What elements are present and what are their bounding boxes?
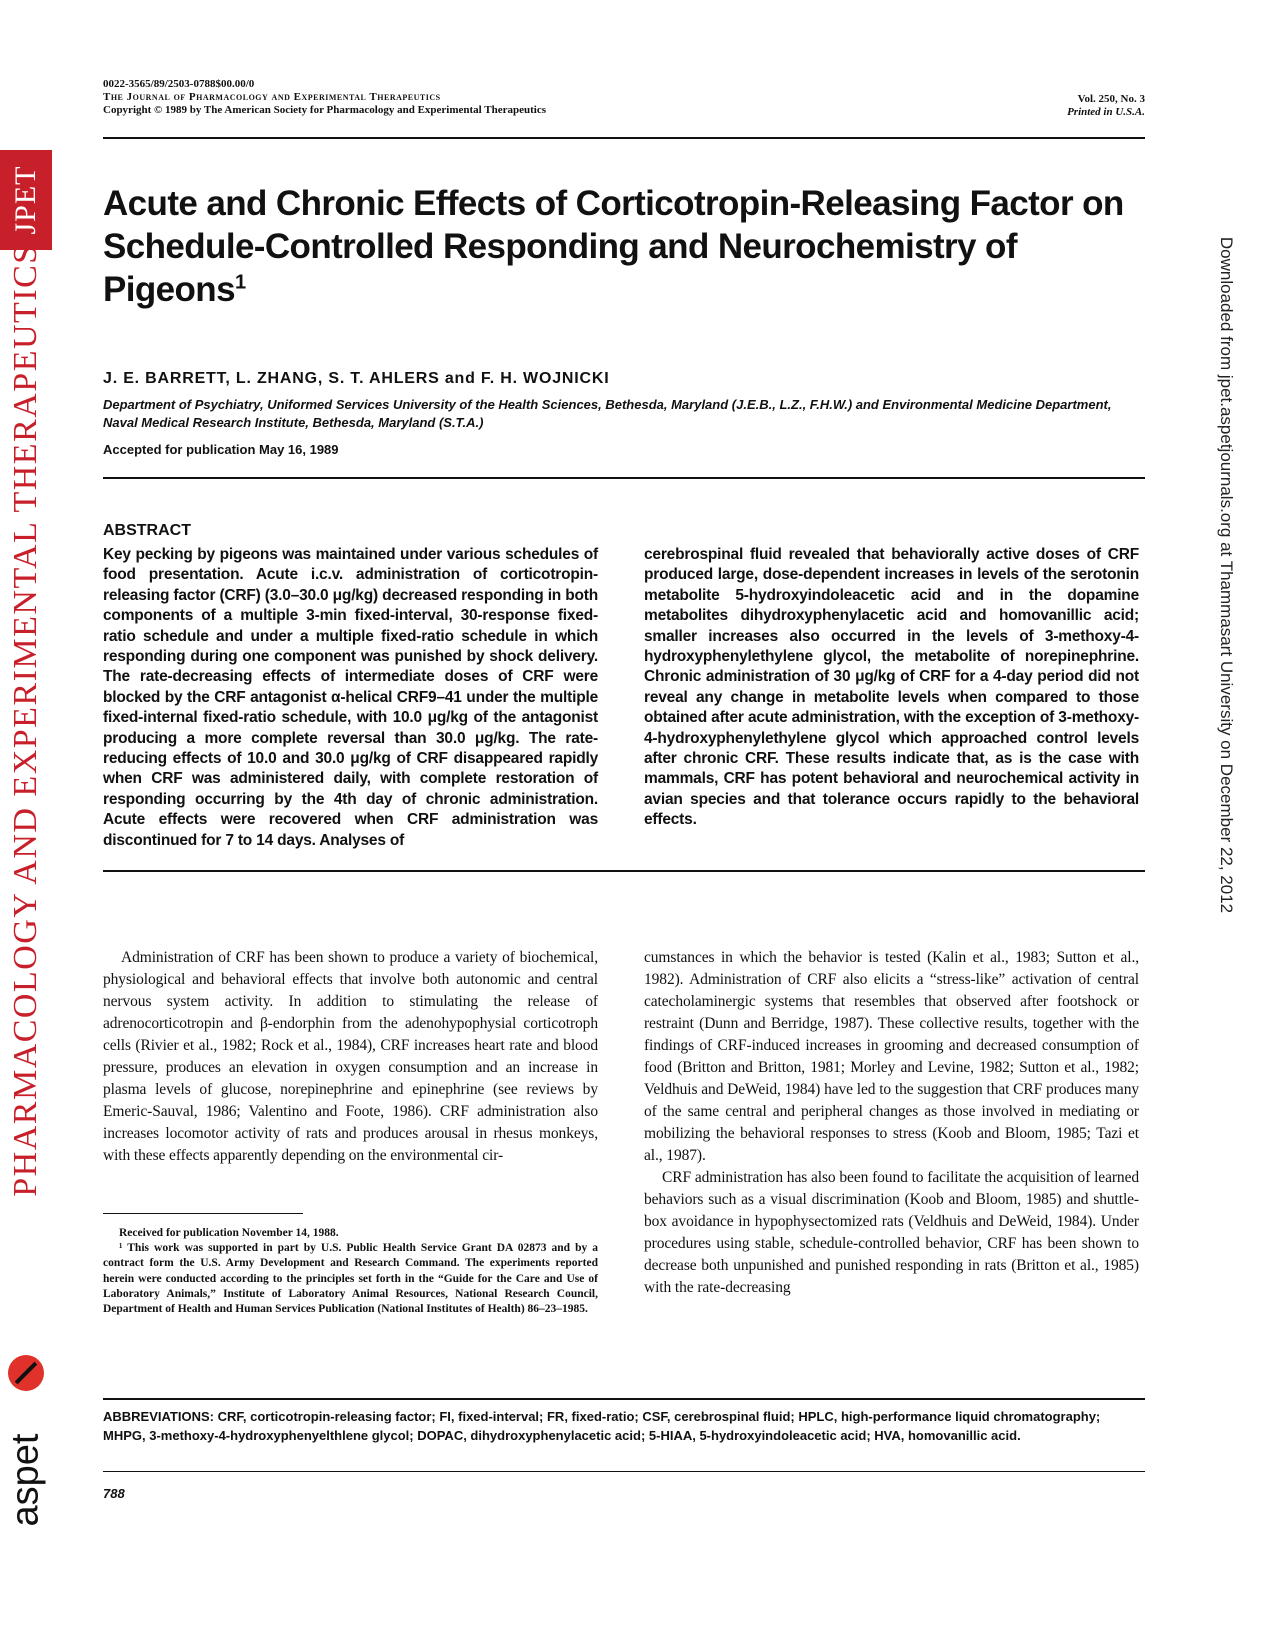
- body-paragraph: cumstances in which the behavior is tested (Kalin et al., 1983; Sutton et al., 1982). Administration of CRF also elicits a “stress-like” activation of central catecholaminergic systems that resembles that observed after footshock or restraint (Dunn and Berridge, 1987). These collective results, together with the findings of CRF-induced increases in grooming and decreased consumption of food (Britton and Britton, 1981; Morley and Levine, 1982; Sutton et al., 1982; Veldhuis and DeWeid, 1984) have led to the suggestion that CRF produces many of the same central and peripheral changes as those involved in mediating or mobilizing the behavioral responses to stress (Koob and Bloom, 1985; Tazi et al., 1987).: [644, 949, 1139, 1164]
- jpet-badge: [0, 150, 52, 250]
- aspet-logo-text: aspet: [4, 1433, 47, 1527]
- article-code: 0022-3565/89/2503-0788$00.00/0: [103, 78, 255, 90]
- aspet-logo-icon: [8, 1355, 44, 1391]
- footnote-rule: [103, 1213, 303, 1214]
- abbrev-bottom-rule: [103, 1471, 1145, 1472]
- body-paragraph: Administration of CRF has been shown to produce a variety of biochemical, physiological and behavioral effects that involve both autonomic and central nervous system activity. In addition to stimulating the release of adrenocorticotropin and β-endorphin from the adenohypophysial corticotroph cells (Rivier et al., 1982; Rock et al., 1984), CRF increases heart rate and blood pressure, produces an elevation in oxygen consumption and an increase in plasma levels of glucose, norepinephrine and epinephrine (see reviews by Emeric-Sauval, 1986; Valentino and Foote, 1986). CRF administration also increases locomotor activity of rats and produces arousal in rhesus monkeys, with these effects apparently depending on the environmental cir-: [103, 949, 598, 1164]
- printed-location: Printed in U.S.A.: [1067, 106, 1145, 118]
- title-footnote-marker: 1: [234, 271, 246, 294]
- abstract-heading: ABSTRACT: [103, 522, 191, 539]
- download-note: Downloaded from jpet.aspetjournals.org at Thammasart University on December 22, 2012: [1217, 236, 1236, 914]
- abbreviations-label: ABBREVIATIONS:: [103, 1409, 214, 1424]
- funding-footnote: ¹ This work was supported in part by U.S. Public Health Service Grant DA 02873 and by a contract form the U.S. Army Development and Research Command. The experiments reported herein were conducted according to the principles set forth in the “Guide for the Care and Use of Laboratory Animals,” Institute of Laboratory Animal Resources, National Research Council, Department of Health and Human Services Publication (National Institutes of Health) 86–23–1985.: [103, 1242, 598, 1316]
- article-title: [103, 182, 1143, 311]
- abstract-bottom-rule: [103, 870, 1145, 872]
- accepted-date: Accepted for publication May 16, 1989: [103, 442, 339, 457]
- volume-number: Vol. 250, No. 3: [1077, 93, 1145, 105]
- abbrev-top-rule: [103, 1398, 1145, 1400]
- abstract-top-rule: [103, 477, 1145, 479]
- journal-vertical-title: PHARMACOLOGY AND EXPERIMENTAL THERAPEUTICS: [7, 243, 44, 1197]
- authors: J. E. BARRETT, L. ZHANG, S. T. AHLERS and F. H. WOJNICKI: [103, 370, 610, 387]
- received-note: Received for publication November 14, 1988.: [119, 1227, 339, 1239]
- body-right-column: [644, 947, 1139, 1299]
- copyright-line: Copyright © 1989 by The American Society for Pharmacology and Experimental Therapeutics: [103, 104, 547, 116]
- title-text: Acute and Chronic Effects of Corticotropin-Releasing Factor on Schedule-Controlled Responding and Neurochemistry of Pigeons: [103, 184, 1124, 309]
- affiliation: Department of Psychiatry, Uniformed Services University of the Health Sciences, Bethesda, Maryland (J.E.B., L.Z., F.H.W.) and Environmental Medicine Department, Naval Medical Research Institute, Bethesda, Maryland (S.T.A.): [103, 397, 1112, 430]
- journal-header: [103, 78, 546, 117]
- header-rule: [103, 137, 1145, 139]
- abstract-left-column: Key pecking by pigeons was maintained under various schedules of food presentation. Acute i.c.v. administration of corticotropin-releasing factor (CRF) (3.0–30.0 μg/kg) decreased responding in both components of a multiple 3-min fixed-interval, 30-response fixed-ratio schedule and under a multiple fixed-ratio schedule in which responding during one component was punished by shock delivery. The rate-decreasing effects of intermediate doses of CRF were blocked by the CRF antagonist α-helical CRF9–41 under the multiple fixed-internal fixed-ratio schedule, with 10.0 μg/kg of the antagonist producing a more complete reversal than 30.0 μg/kg. The rate-reducing effects of 10.0 and 30.0 μg/kg of CRF disappeared rapidly when CRF was administered daily, with complete restoration of responding occurring by the 4th day of chronic administration. Acute effects were recovered when CRF administration was discontinued for 7 to 14 days. Analyses of: [103, 546, 598, 849]
- body-left-column: [103, 947, 598, 1167]
- jpet-label: JPET: [9, 165, 42, 235]
- abbreviations-text: CRF, corticotropin-releasing factor; FI, fixed-interval; FR, fixed-ratio; CSF, cerebrospinal fluid; HPLC, high-performance liquid chromatography; MHPG, 3-methoxy-4-hydroxyphenyelthlene glycol; DOPAC, dihydroxyphenylacetic acid; 5-HIAA, 5-hydroxyindoleacetic acid; HVA, homovanillic acid.: [103, 1409, 1101, 1443]
- footnotes: [103, 1226, 598, 1317]
- abstract-right-column: cerebrospinal fluid revealed that behaviorally active doses of CRF produced large, dose-dependent increases in levels of the serotonin metabolite 5-hydroxyindoleacetic acid and in the dopamine metabolites dihydroxyphenylacetic acid and homovanillic acid; smaller increases also occurred in the levels of 3-methoxy-4-hydroxyphenylethylene glycol, the metabolite of norepinephrine. Chronic administration of 30 μg/kg of CRF for a 4-day period did not reveal any change in metabolite levels when compared to those obtained after acute administration, with the exception of 3-methoxy-4-hydroxyphenylethylene glycol which approached control levels after chronic CRF. These results indicate that, as is the case with mammals, CRF has potent behavioral and neurochemical activity in avian species and that tolerance occurs rapidly to the behavioral effects.: [644, 546, 1139, 829]
- abbreviations: [103, 1408, 1145, 1445]
- side-banner: [0, 150, 52, 1527]
- journal-name: The Journal of Pharmacology and Experimental Therapeutics: [103, 91, 441, 103]
- volume-info: [1067, 93, 1145, 119]
- page-number: 788: [103, 1486, 125, 1501]
- body-paragraph: CRF administration has also been found to facilitate the acquisition of learned behaviors such as a visual discrimination (Koob and Bloom, 1985) and shuttle-box avoidance in hypophysectomized rats (Veldhuis and DeWeid, 1984). Under procedures using stable, schedule-controlled behavior, CRF has been shown to decrease both unpunished and punished responding in rats (Britton et al., 1985) with the rate-decreasing: [644, 1169, 1139, 1296]
